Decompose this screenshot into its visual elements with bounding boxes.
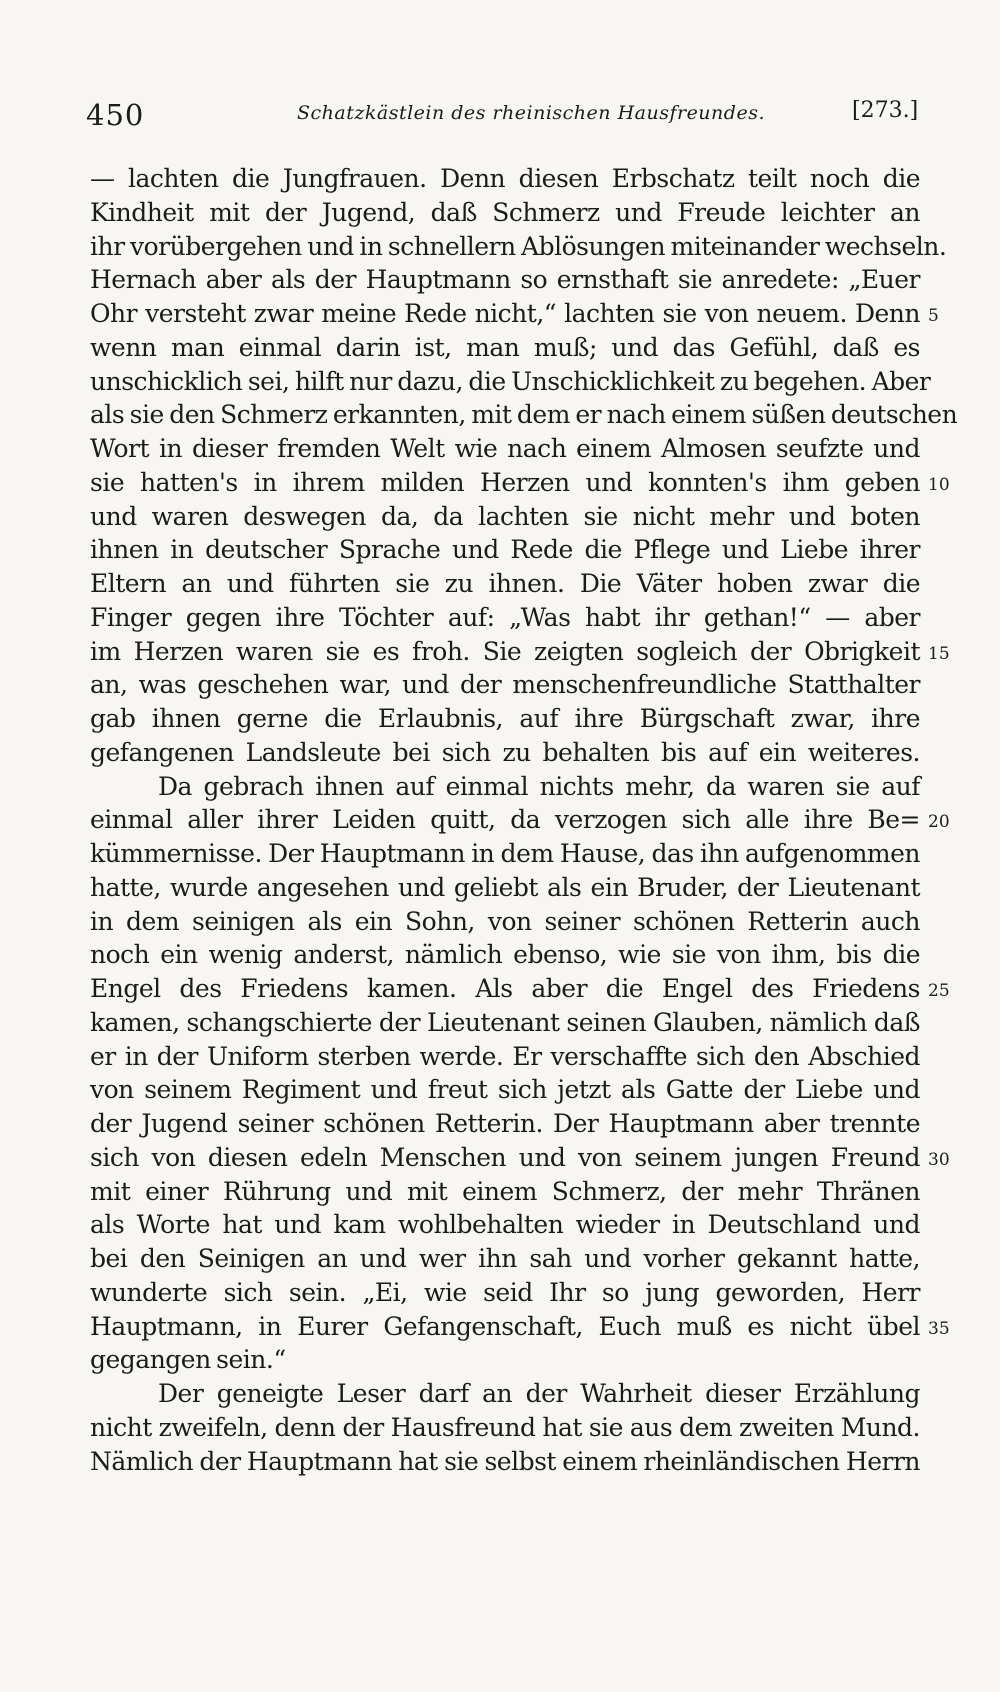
line-text: — lachten die Jungfrauen. Denn diesen Erbschatz teilt noch die xyxy=(90,164,920,193)
line-text: sie hatten's in ihrem milden Herzen und konnten's ihm geben xyxy=(90,467,920,497)
text-line xyxy=(90,1073,920,1107)
line-text: und waren deswegen da, da lachten sie nicht mehr und boten xyxy=(90,501,920,531)
line-text: Kindheit mit der Jugend, daß Schmerz und Freude leichter an xyxy=(90,197,920,227)
line-number: 25 xyxy=(928,981,950,1001)
text-line xyxy=(90,1310,950,1344)
line-text: kamen, schangschierte der Lieutenant seinen Glauben, nämlich daß xyxy=(90,1007,920,1037)
line-text: hatte, wurde angesehen und geliebt als ein Bruder, der Lieutenant xyxy=(90,872,920,902)
text-line xyxy=(90,1040,920,1074)
line-text: sich von diesen edeln Menschen und von seinem jungen Freund xyxy=(90,1142,920,1172)
line-text: Eltern an und führten sie zu ihnen. Die Väter hoben zwar die xyxy=(90,569,920,598)
section-number: [273.] xyxy=(852,98,919,123)
line-text: noch ein wenig anderst, nämlich ebenso, wie sie von ihm, bis die xyxy=(90,940,920,970)
text-line xyxy=(90,635,950,669)
line-text: wenn man einmal darin ist, man muß; und das Gefühl, daß es xyxy=(90,332,920,362)
text-line xyxy=(90,365,931,399)
text-line xyxy=(90,1377,920,1411)
line-text: unschicklich sei, hilft nur dazu, die Unschicklichkeit zu begehen. Aber xyxy=(90,366,931,396)
line-text: an, was geschehen war, und der menschenfreundliche Statthalter xyxy=(90,670,920,700)
line-text: Der geneigte Leser darf an der Wahrheit dieser Erzählung xyxy=(158,1379,920,1408)
line-text: ihnen in deutscher Sprache und Rede die Pflege und Liebe ihrer xyxy=(90,535,920,565)
line-text: Finger gegen ihre Töchter auf: „Was habt ihr gethan!“ — aber xyxy=(90,602,920,632)
line-text: einmal aller ihrer Leiden quitt, da verzogen sich alle ihre Be= xyxy=(90,805,920,835)
text-line xyxy=(90,1242,920,1276)
page-number: 450 xyxy=(86,98,145,132)
text-line xyxy=(90,1411,920,1445)
body-text xyxy=(90,162,958,1478)
line-text: er in der Uniform sterben werde. Er verschaffte sich den Abschied xyxy=(90,1041,920,1071)
text-line xyxy=(90,770,920,804)
text-line xyxy=(90,162,920,196)
line-text: ihr vorübergehen und in schnellern Ablösungen miteinander wechseln. xyxy=(90,231,947,261)
text-line xyxy=(90,567,920,601)
line-text: gegangen sein.“ xyxy=(90,1345,286,1375)
line-text: kümmernisse. Der Hauptmann in dem Hause, das ihn aufgenommen xyxy=(90,839,920,868)
text-line xyxy=(90,1107,920,1141)
text-line xyxy=(90,432,920,466)
text-line xyxy=(90,668,920,702)
text-line xyxy=(90,297,939,331)
text-line xyxy=(90,1208,920,1242)
text-line xyxy=(90,1276,920,1310)
text-line xyxy=(90,1445,920,1479)
text-line xyxy=(90,1175,920,1209)
line-number: 20 xyxy=(928,812,950,833)
line-text: Hernach aber als der Hauptmann so ernsthaft sie anredete: „Euer xyxy=(90,265,920,295)
line-text: wunderte sich sein. „Ei, wie seid Ihr so jung geworden, Herr xyxy=(90,1277,920,1307)
line-text: als sie den Schmerz erkannten, mit dem er nach einem süßen deutschen xyxy=(90,400,958,430)
text-line xyxy=(90,196,920,230)
line-text: Ohr versteht zwar meine Rede nicht,“ lachten sie von neuem. Denn xyxy=(90,299,920,328)
line-text: als Worte hat und kam wohlbehalten wieder in Deutschland und xyxy=(90,1210,920,1240)
line-number: 10 xyxy=(928,474,950,495)
text-line xyxy=(90,736,920,770)
line-text: der Jugend seiner schönen Retterin. Der Hauptmann aber trennte xyxy=(90,1109,920,1138)
line-text: gab ihnen gerne die Erlaubnis, auf ihre Bürgschaft zwar, ihre xyxy=(90,704,920,733)
line-text: Nämlich der Hauptmann hat sie selbst einem rheinländischen Herrn xyxy=(90,1446,920,1476)
text-line xyxy=(90,533,920,567)
page-header xyxy=(0,98,1000,138)
line-text: mit einer Rührung und mit einem Schmerz, der mehr Thränen xyxy=(90,1176,920,1206)
text-line xyxy=(90,803,950,837)
line-text: Engel des Friedens kamen. Als aber die Engel des Friedens xyxy=(90,974,920,1003)
text-line xyxy=(90,905,920,939)
line-text: Hauptmann, in Eurer Gefangenschaft, Euch muß es nicht übel xyxy=(90,1311,920,1341)
line-number: 35 xyxy=(928,1318,950,1339)
line-text: im Herzen waren sie es froh. Sie zeigten sogleich der Obrigkeit xyxy=(90,636,920,666)
line-text: von seinem Regiment und freut sich jetzt als Gatte der Liebe und xyxy=(90,1075,920,1105)
line-text: gefangenen Landsleute bei sich zu behalten bis auf ein weiteres. xyxy=(90,737,920,767)
text-line xyxy=(90,1141,950,1175)
text-line xyxy=(90,263,920,297)
line-text: bei den Seinigen an und wer ihn sah und vorher gekannt hatte, xyxy=(90,1244,920,1273)
text-line xyxy=(90,601,920,635)
text-line xyxy=(90,1006,920,1040)
line-number: 15 xyxy=(928,643,950,664)
line-text: Da gebrach ihnen auf einmal nichts mehr, da waren sie auf xyxy=(158,771,920,801)
text-line xyxy=(90,972,950,1006)
text-line xyxy=(90,230,947,264)
text-line xyxy=(90,466,950,500)
text-line xyxy=(90,398,958,432)
text-line xyxy=(90,702,920,736)
text-line xyxy=(90,500,920,534)
text-line xyxy=(90,938,920,972)
text-line xyxy=(90,1343,920,1377)
line-text: in dem seinigen als ein Sohn, von seiner schönen Retterin auch xyxy=(90,906,920,936)
text-line xyxy=(90,871,920,905)
line-number: 5 xyxy=(928,306,939,326)
text-line xyxy=(90,331,920,365)
line-text: nicht zweifeln, denn der Hausfreund hat sie aus dem zweiten Mund. xyxy=(90,1412,920,1442)
text-line xyxy=(90,837,920,871)
line-text: Wort in dieser fremden Welt wie nach einem Almosen seufzte und xyxy=(90,434,920,463)
running-title: Schatzkästlein des rheinischen Hausfreundes. xyxy=(297,102,765,124)
line-number: 30 xyxy=(928,1149,950,1170)
